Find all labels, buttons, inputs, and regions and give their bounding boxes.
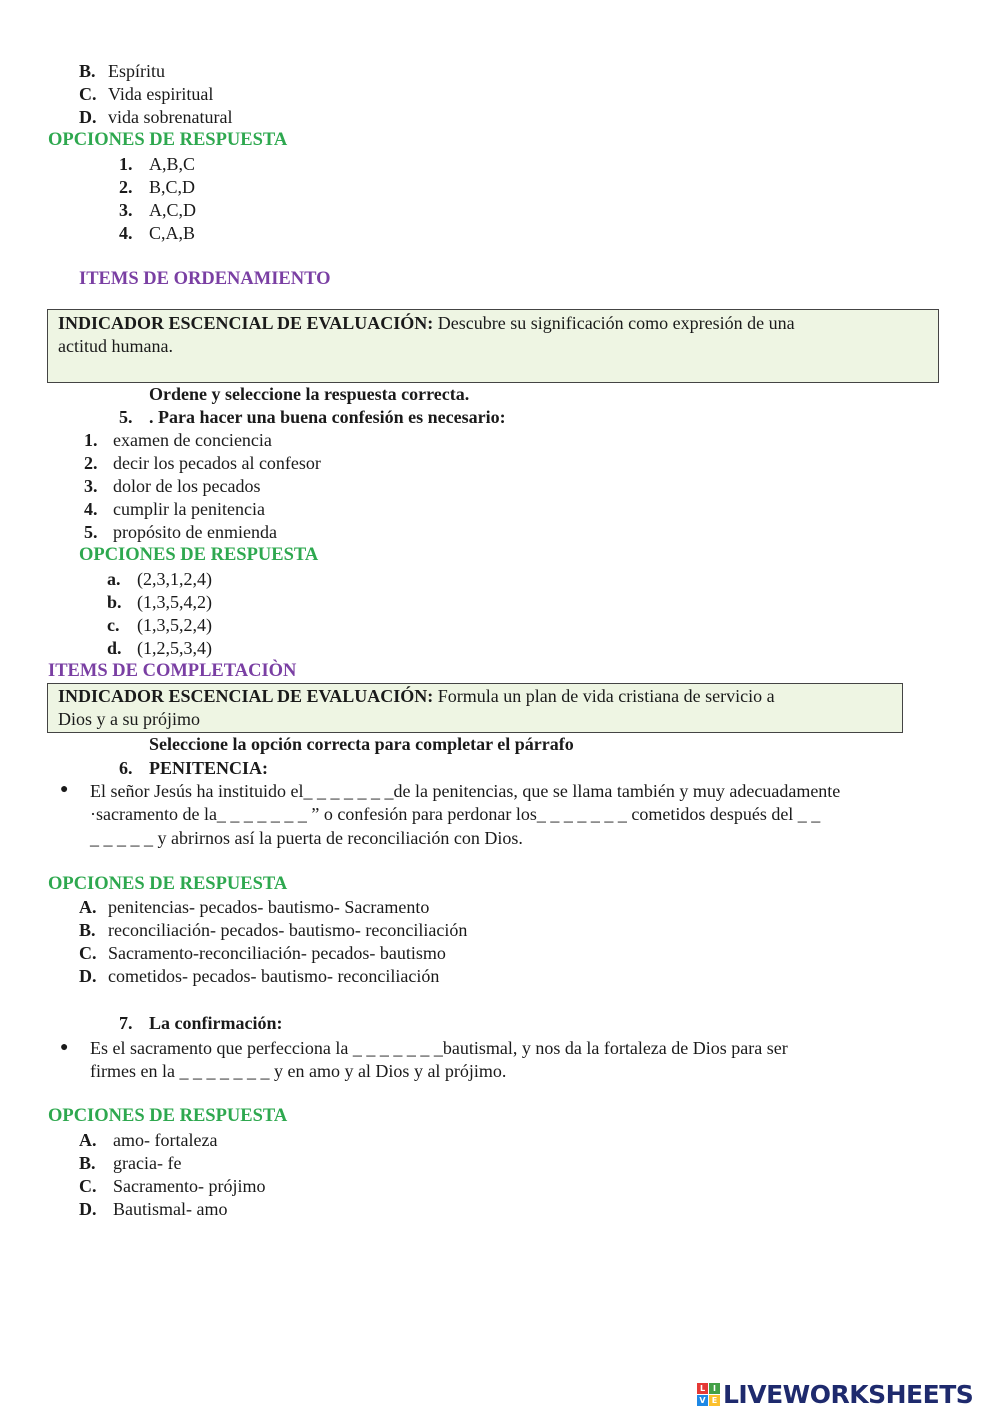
answer-option: C. Sacramento-reconciliación- pecados- bautismo <box>79 943 446 963</box>
paragraph-line: El señor Jesús ha instituido el_ _ _ _ _ _ _de la penitencias, que se llama también y muy adecuadamente <box>90 781 841 801</box>
list-item: 1. examen de conciencia <box>84 430 272 450</box>
answer-option: c. (1,3,5,2,4) <box>107 615 212 635</box>
question-7: 7. La confirmación: <box>119 1013 283 1033</box>
indicator-line-1: INDICADOR ESCENCIAL DE EVALUACIÓN: Descubre su significación como expresión de una <box>58 313 795 333</box>
indicator-box <box>47 309 939 383</box>
paragraph-line: _ _ _ _ _ y abrirnos así la puerta de reconciliación con Dios. <box>90 828 523 848</box>
answer-option: d. (1,2,5,3,4) <box>107 638 212 658</box>
question-6: 6. PENITENCIA: <box>119 758 269 778</box>
answer-option: A. penitencias- pecados- bautismo- Sacramento <box>79 897 430 917</box>
answer-option: B. gracia- fe <box>79 1153 182 1173</box>
indicator-line-2: Dios y a su prójimo <box>58 709 200 729</box>
answer-option: b. (1,3,5,4,2) <box>107 592 212 612</box>
answers-heading: OPCIONES DE RESPUESTA <box>48 874 288 894</box>
answers-heading: OPCIONES DE RESPUESTA <box>48 130 288 150</box>
instruction: Seleccione la opción correcta para completar el párrafo <box>149 734 574 754</box>
answer-option: A. amo- fortaleza <box>79 1130 218 1150</box>
answer-option: C. Sacramento- prójimo <box>79 1176 266 1196</box>
instruction: Ordene y seleccione la respuesta correcta. <box>149 384 470 404</box>
answers-heading: OPCIONES DE RESPUESTA <box>79 545 319 565</box>
answer-option: 3. A,C,D <box>119 200 197 220</box>
question-5: 5. . Para hacer una buena confesión es necesario: <box>119 407 506 427</box>
list-item: 5. propósito de enmienda <box>84 522 277 542</box>
liveworksheets-logo[interactable] <box>697 1378 973 1410</box>
indicator-line-1: INDICADOR ESCENCIAL DE EVALUACIÓN: Formula un plan de vida cristiana de servicio a <box>58 686 775 706</box>
paragraph-line: ·sacramento de la_ _ _ _ _ _ _ ” o confesión para perdonar los_ _ _ _ _ _ _ cometidos después del _ _ <box>90 804 821 824</box>
answer-option: 2. B,C,D <box>119 177 196 197</box>
paragraph-line: firmes en la _ _ _ _ _ _ _ y en amo y al Dios y al prójimo. <box>90 1061 507 1081</box>
bullet-icon: ● <box>60 1040 69 1055</box>
option-d: D. vida sobrenatural <box>79 107 233 127</box>
section-title-completion: ITEMS DE COMPLETACIÒN <box>48 661 297 681</box>
option-b: B. Espíritu <box>79 61 165 81</box>
answers-heading: OPCIONES DE RESPUESTA <box>48 1106 288 1126</box>
list-item: 2. decir los pecados al confesor <box>84 453 321 473</box>
paragraph-line: Es el sacramento que perfecciona la _ _ _ _ _ _ _bautismal, y nos da la fortaleza de Dios para ser <box>90 1038 788 1058</box>
logo-grid-icon: L I V E <box>697 1383 720 1406</box>
answer-option: D. Bautismal- amo <box>79 1199 228 1219</box>
answer-option: a. (2,3,1,2,4) <box>107 569 212 589</box>
answer-option: D. cometidos- pecados- bautismo- reconciliación <box>79 966 440 986</box>
answer-option: 1. A,B,C <box>119 154 196 174</box>
option-c: C. Vida espiritual <box>79 84 214 104</box>
answer-option: 4. C,A,B <box>119 223 196 243</box>
answer-option: B. reconciliación- pecados- bautismo- reconciliación <box>79 920 468 940</box>
list-item: 4. cumplir la penitencia <box>84 499 265 519</box>
logo-text: LIVEWORKSHEETS <box>723 1379 974 1409</box>
indicator-line-2: actitud humana. <box>58 336 173 356</box>
list-item: 3. dolor de los pecados <box>84 476 261 496</box>
indicator-box <box>47 683 903 733</box>
bullet-icon: ● <box>60 782 69 797</box>
section-title-ordering: ITEMS DE ORDENAMIENTO <box>79 269 331 289</box>
